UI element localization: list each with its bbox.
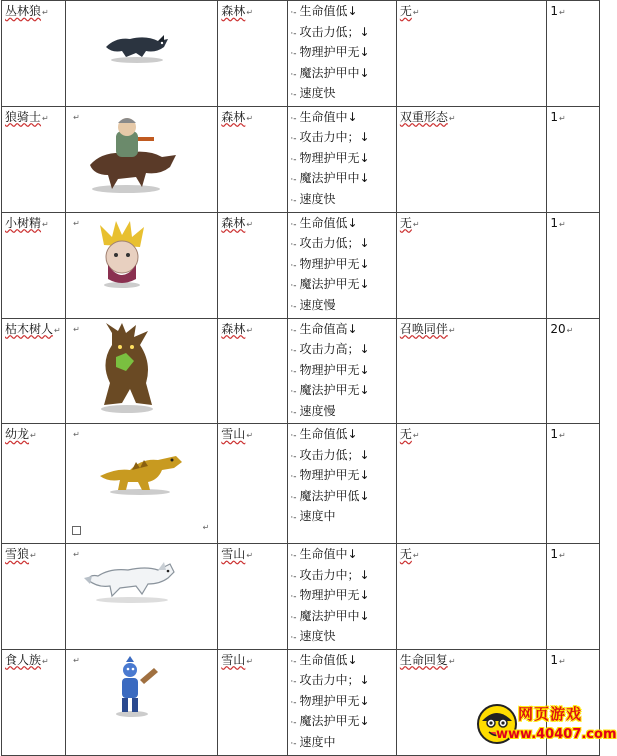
skill: 无 (399, 547, 412, 561)
monster-name: 丛林狼 (5, 4, 42, 18)
monster-image-cell: ↵ (66, 212, 218, 318)
environment-cell: 雪山↵ (218, 544, 288, 650)
attribute-text: 魔法护甲无↓ (299, 277, 370, 291)
monster-image-cell (66, 1, 218, 107)
count: 1 (550, 547, 559, 561)
attribute-line: ·- 速度慢 (290, 403, 336, 418)
table-row (2, 106, 600, 212)
count-cell: 1↵ (547, 649, 600, 755)
attribute-line: ·- 攻击力中；↓ (290, 130, 370, 144)
monster-name: 狼骑士 (5, 109, 42, 124)
table-row (2, 318, 600, 424)
attribute-line: ·- 速度快 (290, 191, 336, 206)
attribute-line: ·- 生命值中↓ (290, 109, 358, 124)
attribute-text: 物理护甲无↓ (299, 362, 370, 377)
logo-title: 网页游戏 (518, 705, 583, 723)
attribute-line: ·- 物理护甲无↓ (290, 693, 370, 708)
attribute-line: ·- 攻击力低；↓ (290, 447, 370, 462)
attribute-text: 速度快 (299, 86, 336, 100)
count: 1 (550, 4, 559, 18)
attribute-text: 魔法护甲低↓ (299, 488, 370, 503)
monster-image-cell: ↵ ↵ (66, 424, 218, 544)
attribute-text: 攻击力中；↓ (299, 130, 370, 144)
attribute-text: 攻击力高；↓ (299, 342, 370, 356)
attribute-line: ·- 生命值低↓ (290, 4, 358, 18)
skill: 双重形态 (399, 109, 448, 124)
attribute-text: 速度慢 (299, 297, 336, 312)
attribute-line: ·- 魔法护甲中↓ (290, 608, 370, 623)
attribute-line: ·- 攻击力高；↓ (290, 342, 370, 356)
snow-wolf-icon (84, 554, 180, 610)
skill: 生命回复 (399, 652, 448, 667)
skill: 无 (399, 427, 412, 441)
attribute-text: 物理护甲无↓ (299, 588, 370, 602)
environment-cell: 森林↵ (218, 106, 288, 212)
attribute-line: ·- 物理护甲无↓ (290, 45, 370, 59)
monster-name: 枯木树人 (5, 321, 54, 336)
table-row (2, 544, 600, 650)
environment-cell: 森林↵ (218, 212, 288, 318)
attribute-text: 物理护甲无↓ (299, 150, 370, 165)
attribute-line: ·- 生命值中↓ (290, 547, 358, 561)
monster-name-cell: 小树精↵ (2, 212, 66, 318)
count: 1 (550, 215, 559, 230)
attribute-text: 速度快 (299, 191, 336, 206)
attribute-text: 魔法护甲中↓ (299, 65, 370, 80)
attribute-line: ·- 攻击力低；↓ (290, 24, 370, 39)
wolf-icon (102, 31, 172, 69)
attribute-line: ·- 物理护甲无↓ (290, 468, 370, 482)
attributes-cell (288, 544, 397, 650)
count-cell: 1↵ (547, 106, 600, 212)
environment-cell: 雪山↵ (218, 424, 288, 544)
environment: 雪山 (221, 427, 246, 441)
attribute-text: 攻击力低；↓ (299, 447, 370, 462)
attribute-line: ·- 魔法护甲低↓ (290, 488, 370, 503)
monster-image-cell: ↵ (66, 318, 218, 424)
attribute-line: ·- 物理护甲无↓ (290, 150, 370, 165)
attribute-line: ·- 攻击力中；↓ (290, 567, 370, 582)
monster-image-cell: ↵ (66, 649, 218, 755)
attributes-cell (288, 649, 397, 755)
attribute-text: 攻击力低；↓ (299, 236, 370, 250)
count: 20 (550, 321, 566, 336)
attribute-line: ·- 生命值低↓ (290, 215, 358, 230)
site-logo (474, 697, 617, 749)
attribute-text: 速度快 (299, 629, 336, 643)
monster-image-cell: ↵ (66, 106, 218, 212)
attributes-cell (288, 212, 397, 318)
attribute-line: ·- 物理护甲无↓ (290, 588, 370, 602)
attribute-line: ·- 速度慢 (290, 297, 336, 312)
environment: 森林 (221, 215, 246, 230)
count-cell: 20↵ (547, 318, 600, 424)
wolf-rider-icon (82, 115, 182, 201)
environment-cell: 森林↵ (218, 318, 288, 424)
environment-cell: 雪山↵ (218, 649, 288, 755)
attribute-line: ·- 魔法护甲无↓ (290, 714, 370, 728)
skill: 召唤同伴 (399, 321, 448, 336)
skill: 无 (399, 215, 412, 230)
attribute-text: 攻击力中；↓ (299, 567, 370, 582)
table-row (2, 212, 600, 318)
attribute-text: 速度中 (299, 509, 336, 523)
monster-name: 食人族 (5, 652, 42, 667)
attribute-line: ·- 生命值高↓ (290, 321, 358, 336)
attribute-text: 物理护甲无↓ (299, 468, 370, 482)
monster-image-cell: ↵ (66, 544, 218, 650)
table-row (2, 424, 600, 544)
attribute-line: ·- 速度中 (290, 734, 336, 749)
monster-name: 雪狼 (5, 547, 30, 561)
attribute-text: 生命值中↓ (299, 547, 358, 561)
sprite-icon (92, 221, 152, 297)
attribute-line: ·- 攻击力低；↓ (290, 236, 370, 250)
monster-name-cell: 狼骑士↵ (2, 106, 66, 212)
treant-icon (92, 323, 162, 421)
monster-name-cell: 枯木树人↵ (2, 318, 66, 424)
attribute-text: 生命值中↓ (299, 109, 358, 124)
attribute-text: 物理护甲无↓ (299, 256, 370, 271)
attributes-cell (288, 318, 397, 424)
young-dragon-icon (96, 446, 186, 502)
skill-cell: 召唤同伴↵ (396, 318, 547, 424)
attribute-text: 生命值低↓ (299, 427, 358, 441)
skill-cell: 双重形态↵ (396, 106, 547, 212)
attribute-line: ·- 攻击力中；↓ (290, 673, 370, 687)
attribute-line: ·- 魔法护甲中↓ (290, 65, 370, 80)
attribute-text: 攻击力中；↓ (299, 673, 370, 687)
skill-cell: 无↵ (396, 424, 547, 544)
environment: 森林 (221, 4, 246, 18)
attribute-line: ·- 速度中 (290, 509, 336, 523)
attribute-text: 魔法护甲中↓ (299, 171, 370, 185)
count: 1 (550, 427, 559, 441)
attributes-cell (288, 106, 397, 212)
attribute-text: 物理护甲无↓ (299, 693, 370, 708)
environment: 森林 (221, 109, 246, 124)
attribute-line: ·- 速度快 (290, 629, 336, 643)
monster-name-cell: 幼龙↵ (2, 424, 66, 544)
monster-name: 小树精 (5, 215, 42, 230)
attribute-line: ·- 物理护甲无↓ (290, 362, 370, 377)
skill-cell: 生命回复↵ (396, 649, 547, 755)
monster-table (1, 0, 600, 756)
attribute-text: 速度中 (299, 734, 336, 749)
attribute-text: 物理护甲无↓ (299, 45, 370, 59)
attribute-text: 攻击力低；↓ (299, 24, 370, 39)
attributes-cell (288, 1, 397, 107)
attribute-line: ·- 速度快 (290, 86, 336, 100)
attribute-line: ·- 魔法护甲无↓ (290, 383, 370, 397)
table-row (2, 1, 600, 107)
attribute-text: 魔法护甲中↓ (299, 608, 370, 623)
environment: 雪山 (221, 547, 246, 561)
count: 1 (550, 109, 559, 124)
environment-cell: 森林↵ (218, 1, 288, 107)
attribute-line: ·- 物理护甲无↓ (290, 256, 370, 271)
attribute-line: ·- 魔法护甲中↓ (290, 171, 370, 185)
attribute-text: 魔法护甲无↓ (299, 383, 370, 397)
attribute-line: ·- 生命值低↓ (290, 427, 358, 441)
attribute-line: ·- 生命值低↓ (290, 652, 358, 667)
attribute-text: 速度慢 (299, 403, 336, 418)
attribute-line: ·- 魔法护甲无↓ (290, 277, 370, 291)
attribute-text: 魔法护甲无↓ (299, 714, 370, 728)
cannibal-icon (106, 658, 162, 724)
attribute-text: 生命值低↓ (299, 652, 358, 667)
monster-name-cell: 雪狼↵ (2, 544, 66, 650)
count-cell: 1↵ (547, 212, 600, 318)
skill-cell: 无↵ (396, 1, 547, 107)
environment: 森林 (221, 321, 246, 336)
skill: 无 (399, 4, 412, 18)
count-cell: 1↵ (547, 424, 600, 544)
monster-name-cell: 丛林狼↵ (2, 1, 66, 107)
logo-url: www.40407.com (496, 727, 617, 742)
attributes-cell (288, 424, 397, 544)
monster-name: 幼龙 (5, 427, 30, 441)
monster-name-cell: 食人族↵ (2, 649, 66, 755)
skill-cell: 无↵ (396, 544, 547, 650)
count-cell: 1↵ (547, 544, 600, 650)
anchor-box (72, 526, 81, 535)
environment: 雪山 (221, 652, 246, 667)
attribute-text: 生命值高↓ (299, 321, 358, 336)
skill-cell: 无↵ (396, 212, 547, 318)
attribute-text: 生命值低↓ (299, 4, 358, 18)
attribute-text: 生命值低↓ (299, 215, 358, 230)
count: 1 (550, 652, 559, 667)
count-cell: 1↵ (547, 1, 600, 107)
